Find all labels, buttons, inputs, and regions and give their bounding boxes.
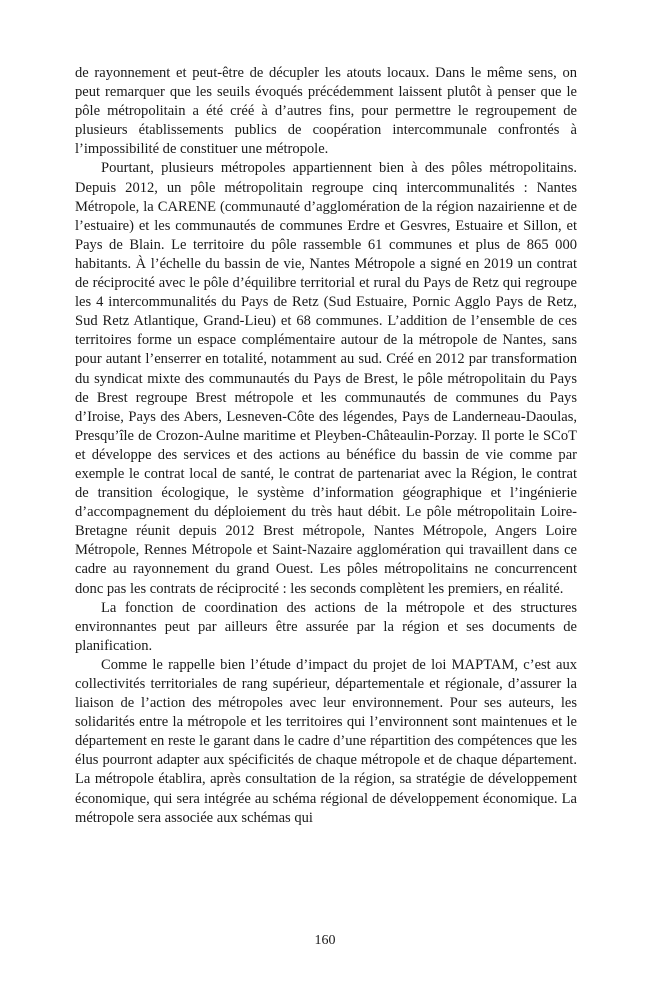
paragraph-poles-metropolitains: Pourtant, plusieurs métropoles appartiennent bien à des pôles métropolitains. Depuis 2012, un pôle métropolitain regroupe cinq intercommunalités : Nantes Métropole, la CARENE (communauté d’agglomération de la région nazairienne et de l’estuaire) et les communautés de communes Erdre et Gesvres, Estuaire et Sillon, et Pays de Blain. Le territoire du pôle rassemble 61 communes et plus de 865 000 habitants. À l’échelle du bassin de vie, Nantes Métropole a signé en 2019 un contrat de réciprocité avec le pôle d’équilibre territorial et rural du Pays de Retz qui regroupe les 4 intercommunalités du Pays de Retz (Sud Estuaire, Pornic Agglo Pays de Retz, Sud Retz Atlantique, Grand-Lieu) et 68 communes. L’addition de l’ensemble de ces territoires forme un espace complémentaire autour de la métropole de Nantes, sans pour autant l’enserrer en totalité, notamment au sud. Créé en 2012 par transformation du syndicat mixte des communautés du Pays de Brest, le pôle métropolitain du Pays de Brest regroupe Brest métropole et les communautés de communes du Pays d’Iroise, Pays des Abers, Lesneven-Côte des légendes, Pays de Landerneau-Daoulas, Presqu’île de Crozon-Aulne maritime et Pleyben-Châteaulin-Porzay. Il porte le SCoT et développe des services et des actions au bénéfice du bassin de vie comme par exemple le contrat local de santé, le contrat de partenariat avec la Région, le contrat de transition écologique, le système d’information géographique et l’ingénierie d’accompagnement du déploiement du très haut débit. Le pôle métropolitain Loire-Bretagne réunit depuis 2012 Brest métropole, Nantes Métropole, Angers Loire Métropole, Rennes Métropole et Saint-Nazaire agglomération qui travaillent dans ce cadre au rayonnement du grand Ouest. Les pôles métropolitains ne concurrencent donc pas les contrats de réciprocité : les seconds complètent les premiers, en réalité.	[75, 160, 577, 597]
body-text	[75, 64, 577, 828]
paragraph-coordination: La fonction de coordination des actions de la métropole et des structures environnantes peut par ailleurs être assurée par la région et ses documents de planification.	[75, 599, 577, 654]
paragraph-maptam: Comme le rappelle bien l’étude d’impact du projet de loi MAPTAM, c’est aux collectivités territoriales de rang supérieur, départementale et régionale, d’assurer la liaison de l’action des métropoles avec leur environnement. Pour ses auteurs, les solidarités entre la métropole et les territoires qui l’environnent sont maintenues et le département en reste le garant dans le cadre d’une répartition des compétences que les élus pourront adapter aux spécificités de chaque métropole et de chaque département. La métropole établira, après consultation de la région, sa stratégie de développement économique, qui sera intégrée au schéma régional de développement économique. La métropole sera associée aux schémas qui	[75, 656, 577, 826]
paragraph-continuation: de rayonnement et peut-être de décupler les atouts locaux. Dans le même sens, on peut remarquer que les seuils évoqués précédemment laissent plutôt à penser que le pôle métropolitain a été créé à d’autres fins, pour permettre le regroupement de plusieurs établissements publics de coopération intercommunale confrontés à l’impossibilité de constituer une métropole.	[75, 65, 577, 158]
page-number: 160	[314, 933, 336, 948]
